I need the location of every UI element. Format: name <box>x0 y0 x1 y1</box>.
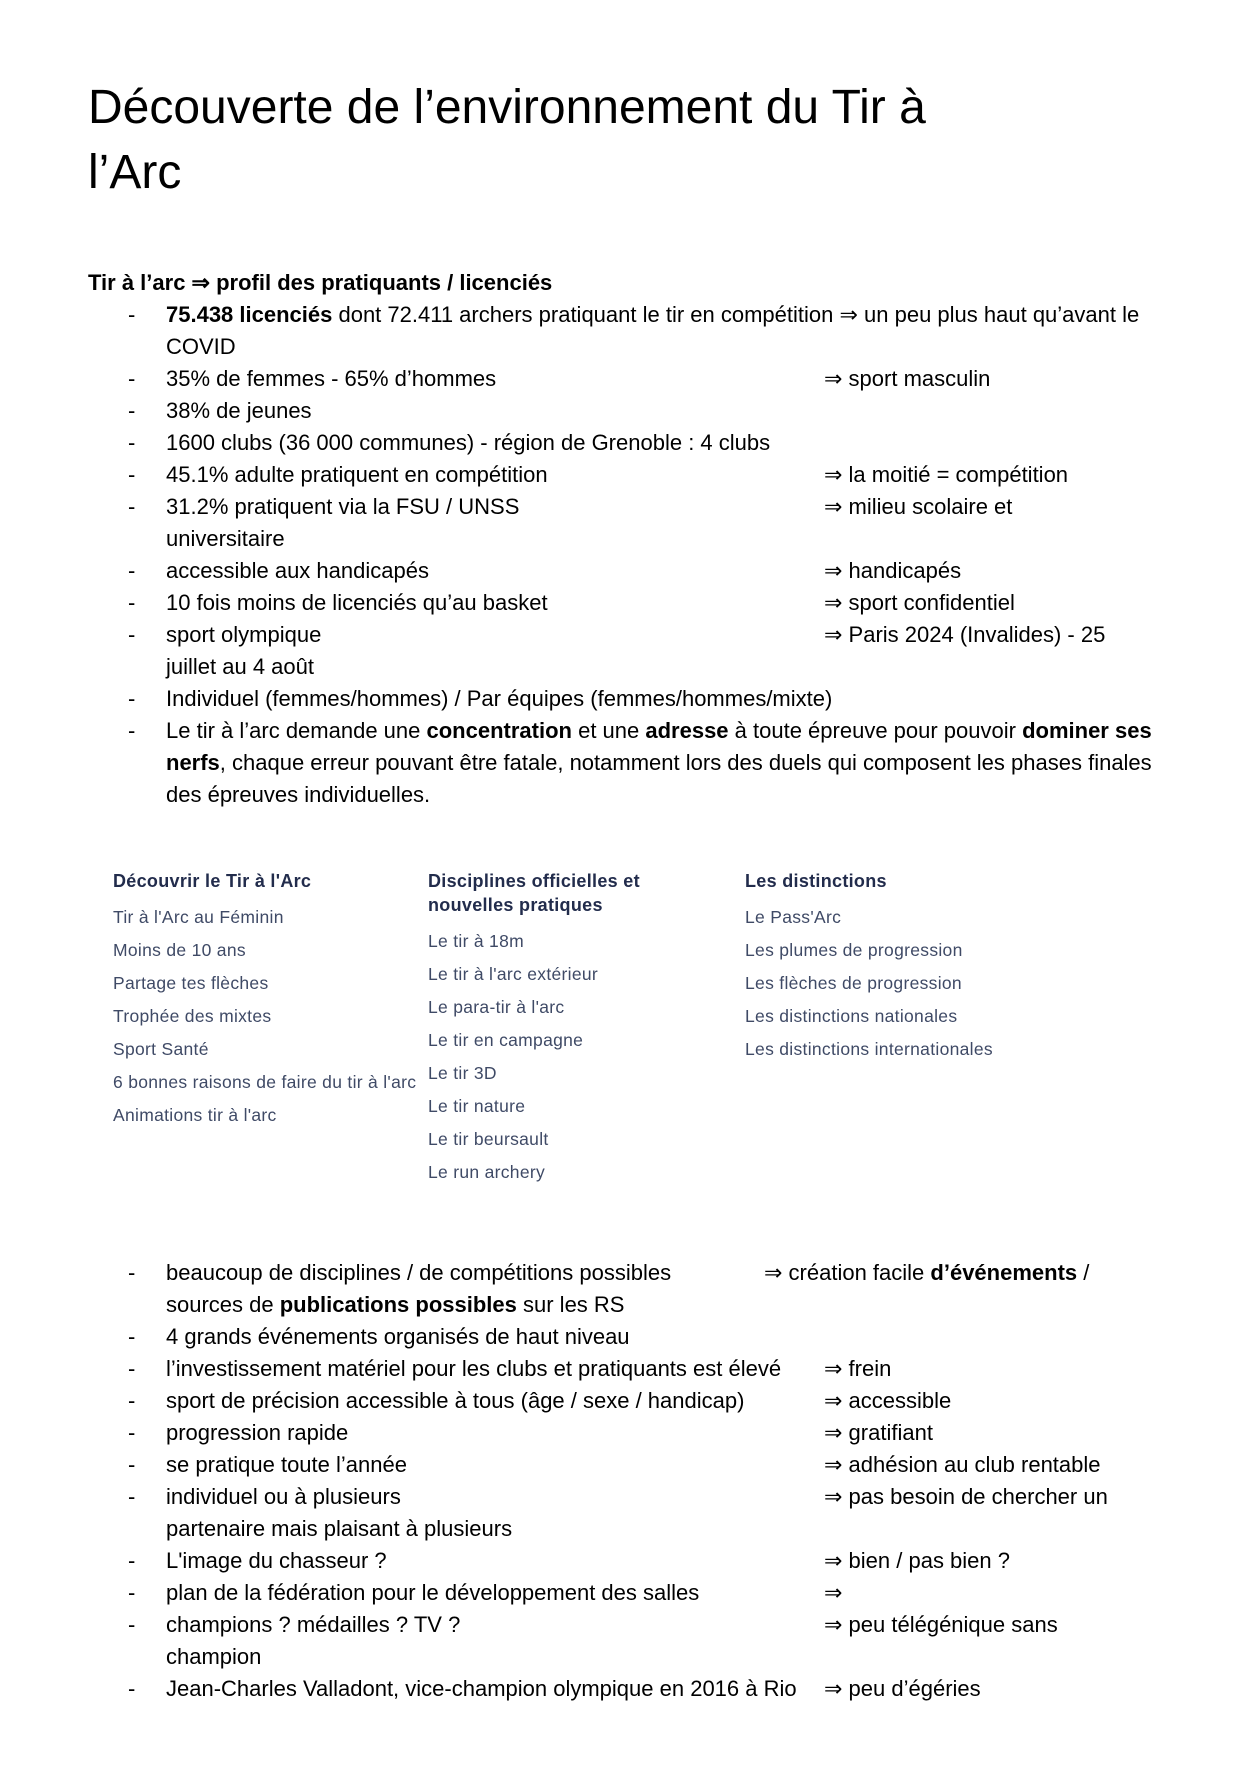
text-segment: progression rapide <box>166 1420 349 1445</box>
text-segment: ⇒ pas besoin de chercher un <box>824 1484 1108 1509</box>
text-segment: universitaire <box>166 526 285 551</box>
list-item <box>128 1321 1154 1353</box>
text-segment: champion <box>166 1644 262 1669</box>
bullet-dash: - <box>128 398 136 423</box>
bullet-dash: - <box>128 1260 136 1285</box>
menu-link: Animations tir à l'arc <box>113 1105 277 1125</box>
text-segment: sur les RS <box>516 1292 625 1317</box>
list-item-continuation <box>128 523 1154 555</box>
text-segment: , chaque erreur pouvant être fatale, notamment lors des duels qui composent les phases finales des épreuves individuelles. <box>166 750 1152 807</box>
item-text <box>166 683 1154 715</box>
text-segment: ⇒ peu d’égéries <box>824 1676 981 1701</box>
bullet-dash: - <box>128 1388 136 1413</box>
text-segment: ⇒ peu télégénique sans <box>824 1612 1058 1637</box>
text-segment: individuel ou à plusieurs <box>166 1484 401 1509</box>
document-title: Découverte de l’environnement du Tir à l’Arc <box>88 81 926 199</box>
item-annotation <box>764 1257 1154 1289</box>
item-text <box>166 1385 824 1417</box>
list-item-continuation <box>128 651 1154 683</box>
menu-column-2 <box>428 869 745 1193</box>
text-segment: ⇒ frein <box>824 1356 892 1381</box>
menu-column-header: Les distinctions <box>745 871 887 891</box>
bullet-dash: - <box>128 1484 136 1509</box>
list-item <box>128 683 1154 715</box>
text-segment: sources de <box>166 1292 280 1317</box>
menu-link: Tir à l'Arc au Féminin <box>113 907 284 927</box>
list-item <box>128 587 1154 619</box>
text-segment: ⇒ milieu scolaire et <box>824 494 1013 519</box>
bullet-dash: - <box>128 718 136 743</box>
item-text <box>166 299 1154 363</box>
list-item <box>128 427 1154 459</box>
menu-link: Le tir à l'arc extérieur <box>428 964 599 984</box>
bullet-dash: - <box>128 366 136 391</box>
text-segment: Jean-Charles Valladont, vice-champion olympique en 2016 à Rio <box>166 1676 797 1701</box>
menu-link: Moins de 10 ans <box>113 940 246 960</box>
list-item <box>128 1577 1154 1609</box>
text-segment: 75.438 licenciés <box>166 302 333 327</box>
text-segment: et une <box>571 718 646 743</box>
section1-list <box>128 299 1154 811</box>
item-text-continuation <box>166 1513 1154 1545</box>
text-segment: ⇒ sport masculin <box>824 366 991 391</box>
item-text <box>166 1481 824 1513</box>
item-annotation <box>824 1545 1154 1577</box>
item-text <box>166 619 824 651</box>
list-item <box>128 1417 1154 1449</box>
list-item-continuation <box>128 1289 1154 1321</box>
item-annotation <box>824 1385 1154 1417</box>
list-item-continuation <box>128 1513 1154 1545</box>
list-item <box>128 619 1154 651</box>
item-annotation <box>824 1673 1154 1705</box>
item-annotation <box>824 619 1154 651</box>
bullet-dash: - <box>128 590 136 615</box>
menu-link: Les flèches de progression <box>745 973 962 993</box>
menu-link: Trophée des mixtes <box>113 1006 272 1026</box>
item-annotation <box>824 1417 1154 1449</box>
item-annotation <box>824 1449 1154 1481</box>
item-annotation <box>824 363 1154 395</box>
item-text <box>166 1609 824 1641</box>
item-text-continuation <box>166 523 1154 555</box>
text-segment: publications possibles <box>279 1292 517 1317</box>
menu-column-3 <box>745 869 1154 1193</box>
list-item <box>128 555 1154 587</box>
text-segment: 35% de femmes - 65% d’hommes <box>166 366 497 391</box>
menu-link: Le tir en campagne <box>428 1030 584 1050</box>
text-segment: ⇒ <box>824 1580 843 1605</box>
text-segment: ⇒ sport confidentiel <box>824 590 1015 615</box>
text-segment: d’événements <box>930 1260 1078 1285</box>
text-segment: champions ? médailles ? TV ? <box>166 1612 461 1637</box>
list-item <box>128 1385 1154 1417</box>
section2-list <box>128 1257 1154 1705</box>
item-text <box>166 1673 824 1705</box>
list-item <box>128 299 1154 363</box>
menu-link: Le run archery <box>428 1162 546 1182</box>
bullet-dash: - <box>128 430 136 455</box>
bullet-dash: - <box>128 494 136 519</box>
item-annotation <box>824 459 1154 491</box>
text-segment: 1600 clubs (36 000 communes) - région de Grenoble : 4 clubs <box>166 430 771 455</box>
list-item <box>128 1545 1154 1577</box>
text-segment: ⇒ Paris 2024 (Invalides) - 25 <box>824 622 1106 647</box>
text-segment: sport olympique <box>166 622 322 647</box>
menu-link: Les distinctions nationales <box>745 1006 958 1026</box>
list-item <box>128 395 1154 427</box>
menu-link: 6 bonnes raisons de faire du tir à l'arc <box>113 1072 417 1092</box>
list-item <box>128 1481 1154 1513</box>
item-text <box>166 1545 824 1577</box>
text-segment: se pratique toute l’année <box>166 1452 407 1477</box>
text-segment: ⇒ bien / pas bien ? <box>824 1548 1011 1573</box>
menu-column-header: Disciplines officielles et nouvelles pratiques <box>428 871 640 915</box>
item-text <box>166 363 824 395</box>
bullet-dash: - <box>128 1452 136 1477</box>
section1-heading: Tir à l’arc ⇒ profil des pratiquants / licenciés <box>88 270 553 295</box>
text-segment: adresse <box>645 718 729 743</box>
item-text <box>166 1353 824 1385</box>
list-item <box>128 1257 1154 1289</box>
item-text <box>166 587 824 619</box>
bullet-dash: - <box>128 686 136 711</box>
menu-link: Sport Santé <box>113 1039 209 1059</box>
bullet-dash: - <box>128 622 136 647</box>
menu-link: Les plumes de progression <box>745 940 963 960</box>
item-text <box>166 1577 824 1609</box>
item-text <box>166 1321 1154 1353</box>
menu-link: Partage tes flèches <box>113 973 269 993</box>
list-item <box>128 1353 1154 1385</box>
text-segment: ⇒ la moitié = compétition <box>824 462 1069 487</box>
text-segment: 38% de jeunes <box>166 398 312 423</box>
item-text <box>166 1449 824 1481</box>
list-item <box>128 1673 1154 1705</box>
text-segment: L'image du chasseur ? <box>166 1548 387 1573</box>
text-segment: plan de la fédération pour le développement des salles <box>166 1580 700 1605</box>
item-text-continuation <box>166 1289 1154 1321</box>
menu-column-header: Découvrir le Tir à l'Arc <box>113 871 312 891</box>
bullet-dash: - <box>128 1580 136 1605</box>
item-annotation <box>824 1481 1154 1513</box>
item-text <box>166 459 824 491</box>
item-text <box>166 395 1154 427</box>
text-segment: beaucoup de disciplines / de compétitions possibles <box>166 1260 672 1285</box>
list-item <box>128 491 1154 523</box>
menu-link: Le tir beursault <box>428 1129 549 1149</box>
bullet-dash: - <box>128 462 136 487</box>
item-text <box>166 555 824 587</box>
list-item-continuation <box>128 1641 1154 1673</box>
menu-link: Le tir à 18m <box>428 931 525 951</box>
text-segment: ⇒ handicapés <box>824 558 962 583</box>
text-segment: 4 grands événements organisés de haut niveau <box>166 1324 630 1349</box>
text-segment: ⇒ création facile <box>764 1260 931 1285</box>
text-segment: Individuel (femmes/hommes) / Par équipes (femmes/hommes/mixte) <box>166 686 833 711</box>
list-item <box>128 1609 1154 1641</box>
bullet-dash: - <box>128 558 136 583</box>
text-segment: juillet au 4 août <box>166 654 314 679</box>
list-item <box>128 1449 1154 1481</box>
text-segment: sport de précision accessible à tous (âge / sexe / handicap) <box>166 1388 745 1413</box>
text-segment: Le tir à l’arc demande une <box>166 718 427 743</box>
text-segment: à toute épreuve pour pouvoir <box>728 718 1023 743</box>
bullet-dash: - <box>128 1612 136 1637</box>
bullet-dash: - <box>128 1676 136 1701</box>
menu-column-1 <box>113 869 428 1193</box>
text-segment: partenaire mais plaisant à plusieurs <box>166 1516 513 1541</box>
item-text-continuation <box>166 1641 1154 1673</box>
item-annotation <box>824 1577 1154 1609</box>
embedded-website-menu-screenshot <box>113 869 1154 1193</box>
menu-link: Le tir 3D <box>428 1063 497 1083</box>
item-annotation <box>824 555 1154 587</box>
item-text-continuation <box>166 651 1154 683</box>
bullet-dash: - <box>128 302 136 327</box>
text-segment: dominer ses nerfs <box>166 718 1152 775</box>
text-segment: concentration <box>426 718 572 743</box>
item-annotation <box>824 1353 1154 1385</box>
text-segment: 31.2% pratiquent via la FSU / UNSS <box>166 494 520 519</box>
text-segment: dont 72.411 archers pratiquant le tir en compétition ⇒ un peu plus haut qu’avant le COVID <box>166 302 1140 359</box>
bullet-dash: - <box>128 1356 136 1381</box>
item-annotation <box>824 1609 1154 1641</box>
bullet-dash: - <box>128 1324 136 1349</box>
text-segment: 45.1% adulte pratiquent en compétition <box>166 462 548 487</box>
bullet-dash: - <box>128 1420 136 1445</box>
list-item <box>128 459 1154 491</box>
text-segment: ⇒ gratifiant <box>824 1420 933 1445</box>
text-segment: ⇒ adhésion au club rentable <box>824 1452 1101 1477</box>
item-annotation <box>824 587 1154 619</box>
text-segment: / <box>1077 1260 1090 1285</box>
item-text <box>166 427 1154 459</box>
menu-link: Le tir nature <box>428 1096 526 1116</box>
menu-link: Le para-tir à l'arc <box>428 997 565 1017</box>
list-item <box>128 363 1154 395</box>
menu-link: Les distinctions internationales <box>745 1039 993 1059</box>
bullet-dash: - <box>128 1548 136 1573</box>
list-item <box>128 715 1154 811</box>
menu-link: Le Pass'Arc <box>745 907 842 927</box>
item-annotation <box>824 491 1154 523</box>
item-text <box>166 1257 764 1289</box>
text-segment: l’investissement matériel pour les clubs et pratiquants est élevé <box>166 1356 782 1381</box>
item-text <box>166 715 1154 811</box>
text-segment: accessible aux handicapés <box>166 558 429 583</box>
item-text <box>166 491 824 523</box>
item-text <box>166 1417 824 1449</box>
text-segment: 10 fois moins de licenciés qu’au basket <box>166 590 548 615</box>
text-segment: ⇒ accessible <box>824 1388 952 1413</box>
